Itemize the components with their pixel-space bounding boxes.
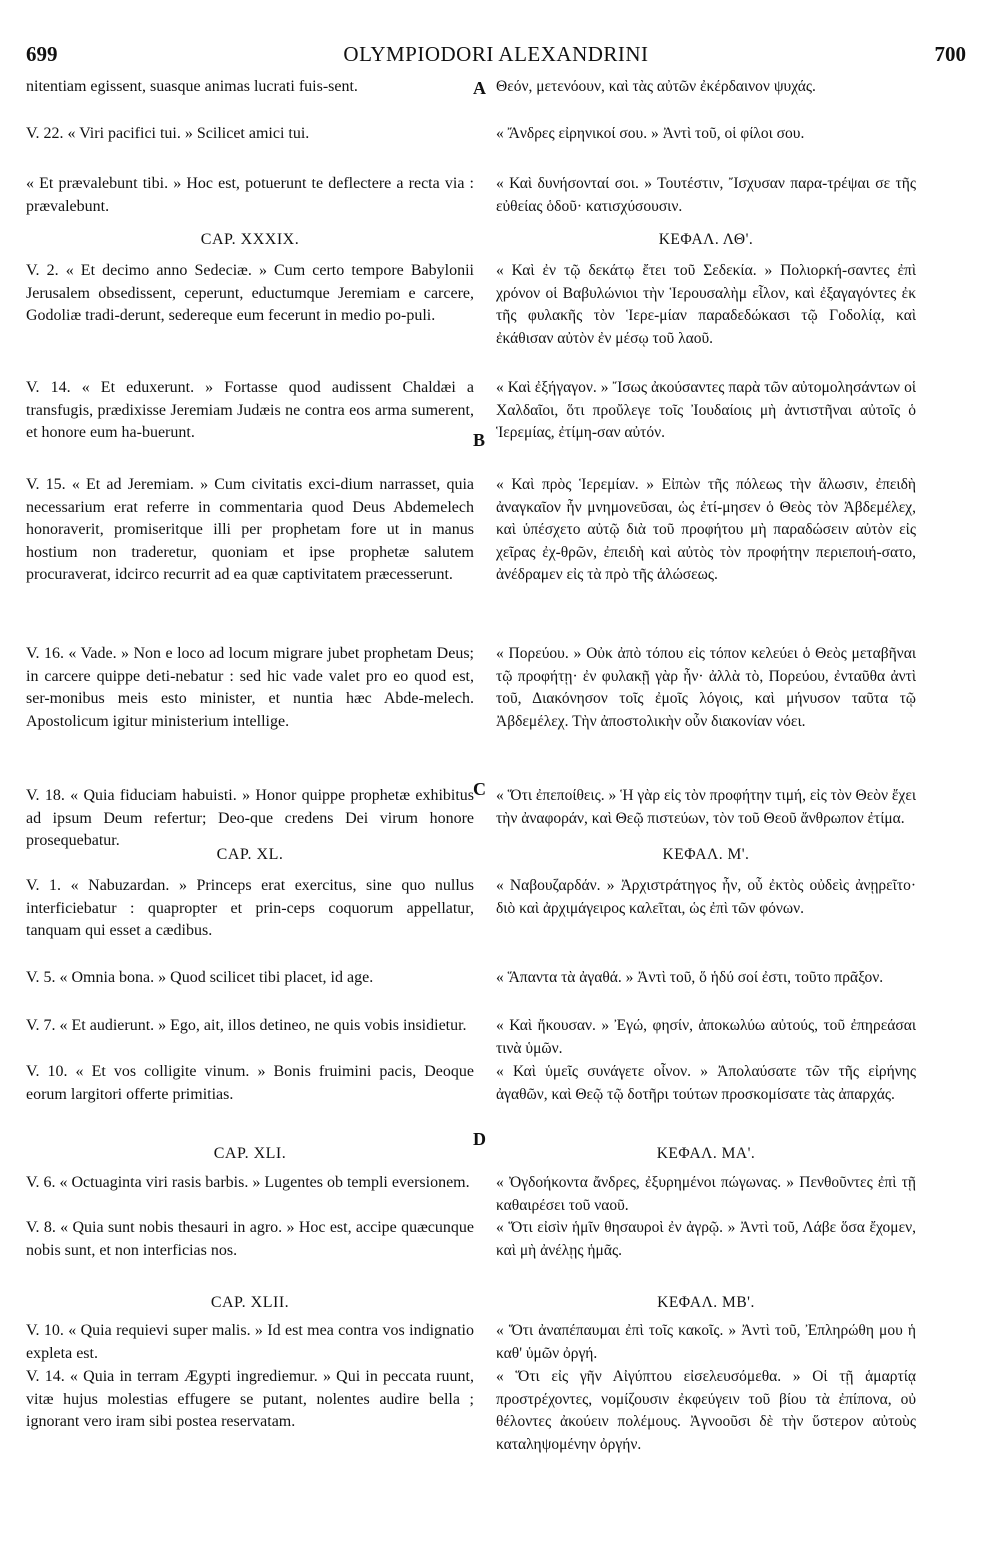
greek-paragraph: « Ὅτι ἐπεποίθεις. » Ἡ γὰρ εἰς τὸν προφήτην τιμή, εἰς τὸν Θεὸν ἔχει τὴν ἀναφοράν, καὶ Θεῷ πιστεύων, τὸν τοῦ Θεοῦ ἄνθρωπον ἐτίμα.	[496, 787, 916, 827]
left-page-number: 699	[26, 42, 58, 66]
latin-paragraph: V. 10. « Et vos colligite vinum. » Bonis fruimini pacis, Deoque eorum largitori offerte primitias.	[26, 1063, 474, 1103]
greek-paragraph: « Ναβουζαρδάν. » Ἀρχιστράτηγος ἦν, οὗ ἐκτὸς οὐδεὶς ἀνῃρεῖτο· διὸ καὶ ἀρχιμάγειρος καλεῖται, ὡς ἐπὶ τῶν φόνων.	[496, 877, 916, 917]
margin-letter-a: A	[473, 78, 486, 98]
greek-paragraph: « Καὶ ἤκουσαν. » Ἐγώ, φησίν, ἀποκωλύω αὐτούς, τοῦ ἐπηρεάσαι τινὰ ὑμῶν.	[496, 1017, 916, 1057]
chapter-heading: CAP. XL.	[216, 846, 284, 863]
chapter-heading: CAP. XLII.	[210, 1294, 290, 1311]
latin-paragraph: V. 5. « Omnia bona. » Quod scilicet tibi placet, id age.	[26, 969, 374, 986]
chapter-heading: ΚΕΦΑΛ. ΜΒ'.	[657, 1294, 755, 1311]
latin-paragraph: V. 1. « Nabuzardan. » Princeps erat exercitus, sine quo nullus interficiebatur : quapropter et prin-ceps coquorum appellatur, tanquam qui esset a cædibus.	[26, 877, 474, 939]
latin-paragraph: V. 10. « Quia requievi super malis. » Id est mea contra vos indignatio expleta est.	[26, 1322, 474, 1362]
margin-letter-c: C	[473, 779, 486, 799]
latin-paragraph: V. 18. « Quia fiduciam habuisti. » Honor quippe prophetæ exhibitus ad ipsum Deum refertur; Deo-que credens Dei virum honore prosequebatur.	[26, 787, 474, 849]
greek-paragraph: « Ἅπαντα τὰ ἀγαθά. » Ἀντὶ τοῦ, ὅ ἡδύ σοί ἐστι, τοῦτο πρᾶξον.	[496, 969, 884, 986]
greek-paragraph: « Καὶ ἐν τῷ δεκάτῳ ἔτει τοῦ Σεδεκία. » Πολιορκή-σαντες ἐπὶ χρόνον οἱ Βαβυλώνιοι τὴν Ἱερουσαλὴμ εἷλον, καὶ ἐξαγαγόντες ἐκ τῆς φυλακῆς τὸν Ἱερε-μίαν παραδεδώκασι τῷ Γοδολίᾳ, καὶ ἐκάθισαν αὐτὸν ἐν μέσῳ τοῦ λαοῦ.	[496, 262, 916, 347]
chapter-heading: CAP. XXXIX.	[200, 231, 300, 248]
greek-paragraph: « Καὶ ἐξήγαγον. » Ἴσως ἀκούσαντες παρὰ τῶν αὐτομολησάντων οἱ Χαλδαῖοι, ὅτι προὔλεγε τοῖς Ἰουδαίοις μὴ ἀντιστῆναι αὐτοῖς ὁ Ἱερεμίας, ἐτίμη-σαν αὐτόν.	[496, 379, 916, 441]
latin-paragraph: V. 7. « Et audierunt. » Ego, ait, illos detineo, ne quis vobis insidietur.	[26, 1017, 467, 1034]
greek-paragraph: « Καὶ δυνήσονταί σοι. » Τουτέστιν, Ἴσχυσαν παρα-τρέψαι σε τῆς εὐθείας ὁδοῦ· κατισχύσουσιν.	[496, 175, 916, 215]
greek-paragraph: « Ἄνδρες εἰρηνικοί σου. » Ἀντὶ τοῦ, οἱ φίλοι σου.	[496, 125, 805, 142]
latin-paragraph: V. 8. « Quia sunt nobis thesauri in agro. » Hoc est, accipe quæcunque nobis sunt, et non interficias nos.	[26, 1219, 474, 1259]
right-page-number: 700	[934, 42, 966, 66]
latin-paragraph: V. 15. « Et ad Jeremiam. » Cum civitatis exci-dium narrasset, quia necessarium erat referre in commentaria quod Deus Abdemelech honoraverit, promiseritque illi per prophetam fore ut in manus hostium non traderetur, quoniam et ipse prophetæ salutem procuraverat, idcirco recurrit ad ea quæ captivitatem præcesserunt.	[26, 476, 474, 583]
greek-paragraph: « Καὶ πρὸς Ἱερεμίαν. » Εἰπὼν τῆς πόλεως τὴν ἅλωσιν, ἐπειδὴ ἀναγκαῖον ἦν μνημονεῦσαι, ὡς ἐτί-μησεν ὁ Θεὸς τὸν Ἀβδεμέλεχ, καὶ ὑπέσχετο αὐτῷ διὰ τοῦ προφήτου μὴ παραδώσειν αὐτὸν εἰς χεῖρας ἐχ-θρῶν, ἐπειδὴ καὶ αὐτὸς τὸν προφήτην περιεποιή-σατο, ἀνέδραμεν εἰς τὰ πρὸ τῆς ἁλώσεως.	[496, 476, 916, 583]
chapter-heading: ΚΕΦΑΛ. ΛΘ'.	[658, 231, 754, 248]
greek-paragraph: « Ὅτι εἰσὶν ἡμῖν θησαυροὶ ἐν ἀγρῷ. » Ἀντὶ τοῦ, Λάβε ὅσα ἔχομεν, καὶ μὴ ἀνέλῃς ἡμᾶς.	[496, 1219, 916, 1259]
running-title: OLYMPIODORI ALEXANDRINI	[343, 42, 649, 66]
greek-paragraph: « Ὀγδοήκοντα ἄνδρες, ἐξυρημένοι πώγωνας. » Πενθοῦντες ἐπὶ τῇ καθαιρέσει τοῦ ναοῦ.	[496, 1174, 916, 1214]
latin-paragraph: V. 22. « Viri pacifici tui. » Scilicet amici tui.	[26, 125, 310, 142]
latin-paragraph: V. 16. « Vade. » Non e loco ad locum migrare jubet prophetam Deus; in carcere quippe deti-nebatur : sed hic vade valet pro eo quod est, ser-monibus meis esto minister, et nuntia hæc Abde-melech. Apostolicum igitur ministerium intellige.	[26, 645, 474, 730]
latin-paragraph: V. 14. « Et eduxerunt. » Fortasse quod audissent Chaldæi a transfugis, prædixisse Jeremiam Judæis ne contra eos arma sumerent, et honore eum ha-buerunt.	[26, 379, 474, 441]
margin-letter-b: B	[473, 430, 486, 450]
greek-paragraph: Θεόν, μετενόουν, καὶ τὰς αὐτῶν ἐκέρδαινον ψυχάς.	[496, 78, 816, 95]
latin-paragraph: V. 14. « Quia in terram Ægypti ingrediemur. » Qui in peccata ruunt, vitæ hujus molestias effugere se putant, nolentes audire bella ; ignorant vero iram sibi postea reservatam.	[26, 1368, 474, 1430]
greek-paragraph: « Ὅτι εἰς γῆν Αἰγύπτου εἰσελευσόμεθα. » Οἱ τῇ ἁμαρτίᾳ προστρέχοντες, νομίζουσιν ἐκφεύγειν τοῦ βίου τὰ ἐπίπονα, οὐ θέλοντες ἀκούειν πολέμους. Ἀγνοοῦσι δὲ τὴν ὕστερον αὐτοὺς καταληψομένην ὀργήν.	[496, 1368, 916, 1453]
running-header	[26, 40, 966, 74]
greek-paragraph: « Ὅτι ἀναπέπαυμαι ἐπὶ τοῖς κακοῖς. » Ἀντὶ τοῦ, Ἐπληρώθη μου ἡ καθ' ὑμῶν ὀργή.	[496, 1322, 916, 1362]
latin-paragraph: V. 6. « Octuaginta viri rasis barbis. » Lugentes ob templi eversionem.	[26, 1174, 470, 1191]
margin-letter-d: D	[473, 1129, 486, 1149]
latin-paragraph: nitentiam egissent, suasque animas lucrati fuis-sent.	[26, 78, 358, 95]
chapter-heading: ΚΕΦΑΛ. ΜΑ'.	[656, 1145, 756, 1162]
latin-paragraph: « Et prævalebunt tibi. » Hoc est, potuerunt te deflectere a recta via : prævalebunt.	[26, 175, 474, 215]
greek-paragraph: « Πορεύου. » Οὐκ ἀπὸ τόπου εἰς τόπον κελεύει ὁ Θεὸς μεταβῆναι τῷ προφήτῃ· ἐν φυλακῇ γὰρ ἦν· ἀλλὰ τὸ, Πορεύου, ἐνταῦθα ἀντὶ τοῦ, Διακόνησον τοῖς ἐμοῖς λόγοις, καὶ μήνυσον ταῦτα τῷ Ἀβδεμέλεχ. Τὴν ἀποστολικὴν οὖν διακονίαν νόει.	[496, 645, 916, 730]
chapter-heading: ΚΕΦΑΛ. Μ'.	[662, 846, 750, 863]
greek-paragraph: « Καὶ ὑμεῖς συνάγετε οἶνον. » Ἀπολαύσατε τῶν τῆς εἰρήνης ἀγαθῶν, καὶ Θεῷ τῷ δοτῆρι τούτων προσκομίσατε τὰς ἀπαρχάς.	[496, 1063, 916, 1103]
latin-paragraph: V. 2. « Et decimo anno Sedeciæ. » Cum certo tempore Babylonii Jerusalem obsedissent, ceperunt, eductumque Jeremiam e carcere, Godoliæ tradi-derunt, sedereque eum fecerunt in medio po-puli.	[26, 262, 474, 324]
chapter-heading: CAP. XLI.	[213, 1145, 287, 1162]
